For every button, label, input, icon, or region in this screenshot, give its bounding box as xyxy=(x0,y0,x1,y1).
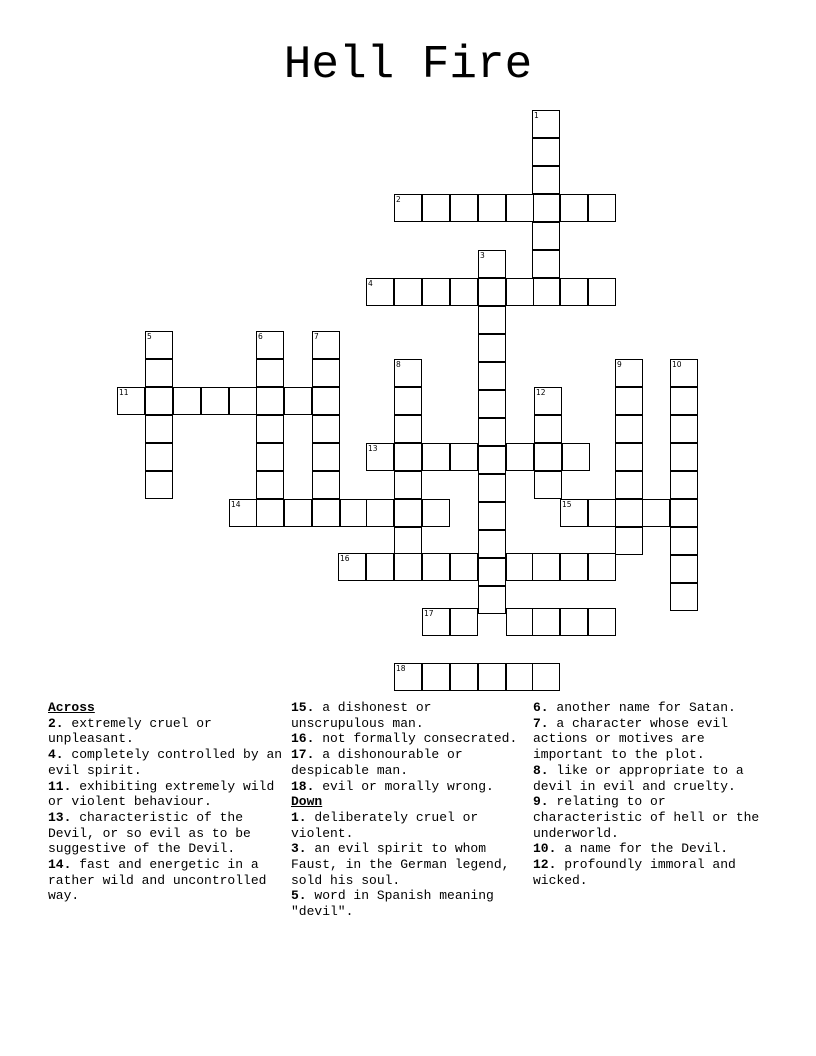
grid-cell[interactable] xyxy=(560,278,588,306)
grid-cell[interactable] xyxy=(312,471,340,499)
clue-number: 8. xyxy=(533,762,549,778)
grid-cell[interactable] xyxy=(394,471,422,499)
clue-text: relating to or characteristic of hell or the underworld. xyxy=(533,794,760,841)
down-heading: Down xyxy=(291,794,323,810)
grid-cell[interactable] xyxy=(478,502,506,530)
grid-cell[interactable] xyxy=(534,387,562,415)
cell-number: 1 xyxy=(534,111,539,120)
grid-cell[interactable] xyxy=(532,194,560,222)
clues-column-1 xyxy=(48,700,284,904)
grid-cell[interactable] xyxy=(450,553,478,581)
cell-number: 8 xyxy=(396,360,401,369)
grid-cell[interactable] xyxy=(478,558,506,586)
grid-cell[interactable] xyxy=(229,499,257,527)
grid-cell[interactable] xyxy=(256,471,284,499)
clue-item xyxy=(291,731,527,747)
grid-cell[interactable] xyxy=(478,446,506,474)
grid-cell[interactable] xyxy=(670,555,698,583)
clue-number: 16. xyxy=(291,731,315,747)
grid-cell[interactable] xyxy=(588,608,616,636)
grid-cell[interactable] xyxy=(394,359,422,387)
grid-cell[interactable] xyxy=(534,443,562,471)
clue-text: a dishonourable or despicable man. xyxy=(291,747,463,778)
clue-item xyxy=(533,857,769,888)
grid-cell[interactable] xyxy=(478,362,506,390)
cell-number: 12 xyxy=(536,388,546,397)
grid-cell[interactable] xyxy=(145,415,173,443)
grid-cell[interactable] xyxy=(615,387,643,415)
clue-text: a character whose evil actions or motives are important to the plot. xyxy=(533,715,729,763)
grid-cell[interactable] xyxy=(312,359,340,387)
across-heading: Across xyxy=(48,700,95,715)
grid-cell[interactable] xyxy=(256,415,284,443)
grid-cell[interactable] xyxy=(588,553,616,581)
cell-number: 11 xyxy=(119,388,129,397)
grid-cell[interactable] xyxy=(145,471,173,499)
grid-cell[interactable] xyxy=(506,663,534,691)
clue-number: 6. xyxy=(533,700,549,715)
clue-number: 10. xyxy=(533,841,557,857)
clue-text: word in Spanish meaning "devil". xyxy=(291,888,494,920)
clue-item xyxy=(533,700,769,716)
grid-cell[interactable] xyxy=(532,250,560,278)
grid-cell[interactable] xyxy=(478,530,506,558)
grid-cell[interactable] xyxy=(145,443,173,471)
grid-cell[interactable] xyxy=(229,387,257,415)
grid-cell[interactable] xyxy=(422,443,450,471)
grid-cell[interactable] xyxy=(478,278,506,306)
cell-number: 9 xyxy=(617,360,622,369)
cell-number: 10 xyxy=(672,360,682,369)
grid-cell[interactable] xyxy=(256,331,284,359)
grid-cell[interactable] xyxy=(422,553,450,581)
grid-cell[interactable] xyxy=(394,194,422,222)
cell-number: 5 xyxy=(147,332,152,341)
clue-item xyxy=(48,810,284,857)
grid-cell[interactable] xyxy=(560,553,588,581)
grid-cell[interactable] xyxy=(532,608,560,636)
clue-item xyxy=(48,747,284,778)
cell-number: 13 xyxy=(368,444,378,453)
grid-cell[interactable] xyxy=(312,443,340,471)
grid-cell[interactable] xyxy=(534,415,562,443)
grid-cell[interactable] xyxy=(642,499,670,527)
grid-cell[interactable] xyxy=(145,387,173,415)
grid-cell[interactable] xyxy=(506,608,534,636)
grid-cell[interactable] xyxy=(394,553,422,581)
grid-cell[interactable] xyxy=(506,443,534,471)
grid-cell[interactable] xyxy=(312,331,340,359)
grid-cell[interactable] xyxy=(366,443,394,471)
cell-number: 18 xyxy=(396,664,406,673)
grid-cell[interactable] xyxy=(588,499,616,527)
clue-item xyxy=(291,810,527,841)
grid-cell[interactable] xyxy=(256,359,284,387)
clue-item xyxy=(48,716,284,747)
clue-text: extremely cruel or unpleasant. xyxy=(48,715,212,747)
clue-item xyxy=(291,700,527,731)
grid-cell[interactable] xyxy=(145,331,173,359)
grid-cell[interactable] xyxy=(560,608,588,636)
grid-cell[interactable] xyxy=(312,387,340,415)
grid-cell[interactable] xyxy=(394,387,422,415)
grid-cell[interactable] xyxy=(394,415,422,443)
grid-cell[interactable] xyxy=(615,415,643,443)
clue-item xyxy=(533,716,769,763)
grid-cell[interactable] xyxy=(394,663,422,691)
grid-cell[interactable] xyxy=(532,553,560,581)
grid-cell[interactable] xyxy=(394,527,422,555)
grid-cell[interactable] xyxy=(615,499,643,527)
clue-text: deliberately cruel or violent. xyxy=(291,809,479,841)
grid-cell[interactable] xyxy=(394,499,422,527)
grid-cell[interactable] xyxy=(670,443,698,471)
cell-number: 6 xyxy=(258,332,263,341)
clue-text: another name for Satan. xyxy=(548,700,736,715)
clue-item xyxy=(291,747,527,778)
clue-text: a dishonest or unscrupulous man. xyxy=(291,700,432,731)
grid-cell[interactable] xyxy=(532,110,560,138)
clue-item xyxy=(291,888,527,919)
grid-cell[interactable] xyxy=(506,194,534,222)
clue-number: 11. xyxy=(48,778,72,794)
cell-number: 17 xyxy=(424,609,434,618)
grid-cell[interactable] xyxy=(478,250,506,278)
grid-cell[interactable] xyxy=(670,471,698,499)
grid-cell[interactable] xyxy=(450,194,478,222)
grid-cell[interactable] xyxy=(588,278,616,306)
grid-cell[interactable] xyxy=(670,499,698,527)
clue-number: 14. xyxy=(48,857,72,873)
clue-number: 2. xyxy=(48,715,64,731)
grid-cell[interactable] xyxy=(422,194,450,222)
clue-item xyxy=(291,841,527,888)
grid-cell[interactable] xyxy=(145,359,173,387)
grid-cell[interactable] xyxy=(532,166,560,194)
clue-number: 7. xyxy=(533,715,549,731)
grid-cell[interactable] xyxy=(478,663,506,691)
grid-cell[interactable] xyxy=(312,415,340,443)
clue-item xyxy=(291,779,527,795)
grid-cell[interactable] xyxy=(670,415,698,443)
clue-item xyxy=(48,857,284,904)
clue-number: 9. xyxy=(533,794,549,810)
grid-cell[interactable] xyxy=(394,443,422,471)
clue-number: 1. xyxy=(291,809,307,825)
cell-number: 16 xyxy=(340,554,350,563)
cell-number: 15 xyxy=(562,500,572,509)
clues-column-3 xyxy=(533,700,769,888)
cell-number: 14 xyxy=(231,500,241,509)
grid-cell[interactable] xyxy=(256,499,284,527)
grid-cell[interactable] xyxy=(532,278,560,306)
grid-cell[interactable] xyxy=(534,471,562,499)
grid-cell[interactable] xyxy=(670,387,698,415)
grid-cell[interactable] xyxy=(532,663,560,691)
grid-cell[interactable] xyxy=(615,359,643,387)
grid-cell[interactable] xyxy=(532,138,560,166)
grid-cell[interactable] xyxy=(670,359,698,387)
grid-cell[interactable] xyxy=(478,334,506,362)
clue-number: 5. xyxy=(291,888,307,904)
clue-number: 3. xyxy=(291,841,307,857)
grid-cell[interactable] xyxy=(478,306,506,334)
grid-cell[interactable] xyxy=(670,583,698,611)
grid-cell[interactable] xyxy=(256,443,284,471)
clue-item xyxy=(533,763,769,794)
grid-cell[interactable] xyxy=(284,387,312,415)
clues-column-2 xyxy=(291,700,527,920)
clue-item xyxy=(48,779,284,810)
clue-text: evil or morally wrong. xyxy=(314,778,494,794)
grid-cell[interactable] xyxy=(478,586,506,614)
grid-cell[interactable] xyxy=(615,527,643,555)
clue-number: 18. xyxy=(291,778,315,794)
grid-cell[interactable] xyxy=(560,194,588,222)
clue-number: 13. xyxy=(48,809,72,825)
grid-cell[interactable] xyxy=(450,278,478,306)
clue-item xyxy=(533,794,769,841)
grid-cell[interactable] xyxy=(284,499,312,527)
grid-cell[interactable] xyxy=(478,418,506,446)
grid-cell[interactable] xyxy=(450,608,478,636)
grid-cell[interactable] xyxy=(312,499,340,527)
grid-cell[interactable] xyxy=(450,663,478,691)
clue-text: like or appropriate to a devil in evil and cruelty. xyxy=(533,762,744,794)
cell-number: 3 xyxy=(480,251,485,260)
grid-cell[interactable] xyxy=(422,663,450,691)
grid-cell[interactable] xyxy=(588,194,616,222)
grid-cell[interactable] xyxy=(340,499,368,527)
grid-cell[interactable] xyxy=(670,527,698,555)
clue-text: not formally consecrated. xyxy=(314,731,518,747)
grid-cell[interactable] xyxy=(201,387,229,415)
clue-text: characteristic of the Devil, or so evil as to be suggestive of the Devil. xyxy=(48,809,251,857)
grid-cell[interactable] xyxy=(117,387,145,415)
clue-text: exhibiting extremely wild or violent behaviour. xyxy=(48,778,275,810)
grid-cell[interactable] xyxy=(256,387,284,415)
grid-cell[interactable] xyxy=(450,443,478,471)
clue-text: completely controlled by an evil spirit. xyxy=(48,747,283,778)
grid-cell[interactable] xyxy=(506,553,534,581)
grid-cell[interactable] xyxy=(478,474,506,502)
clue-text: a name for the Devil. xyxy=(556,841,729,857)
grid-cell[interactable] xyxy=(338,553,366,581)
grid-cell[interactable] xyxy=(615,471,643,499)
clue-item xyxy=(533,841,769,857)
grid-cell[interactable] xyxy=(422,499,450,527)
grid-cell[interactable] xyxy=(532,222,560,250)
clue-text: an evil spirit to whom Faust, in the German legend, sold his soul. xyxy=(291,841,510,888)
grid-cell[interactable] xyxy=(173,387,201,415)
clue-text: fast and energetic in a rather wild and uncontrolled way. xyxy=(48,857,267,904)
cell-number: 2 xyxy=(396,195,401,204)
grid-cell[interactable] xyxy=(366,553,394,581)
clue-text: profoundly immoral and wicked. xyxy=(533,857,736,888)
grid-cell[interactable] xyxy=(422,608,450,636)
grid-cell[interactable] xyxy=(394,278,422,306)
grid-cell[interactable] xyxy=(366,278,394,306)
grid-cell[interactable] xyxy=(366,499,394,527)
clue-number: 17. xyxy=(291,747,315,763)
grid-cell[interactable] xyxy=(562,443,590,471)
grid-cell[interactable] xyxy=(478,390,506,418)
cell-number: 4 xyxy=(368,279,373,288)
clue-number: 4. xyxy=(48,747,64,763)
clue-number: 12. xyxy=(533,857,557,873)
clue-number: 15. xyxy=(291,700,315,715)
cell-number: 7 xyxy=(314,332,319,341)
puzzle-title: Hell Fire xyxy=(283,39,533,91)
grid-cell[interactable] xyxy=(560,499,588,527)
grid-cell[interactable] xyxy=(615,443,643,471)
grid-cell[interactable] xyxy=(422,278,450,306)
grid-cell[interactable] xyxy=(506,278,534,306)
grid-cell[interactable] xyxy=(478,194,506,222)
